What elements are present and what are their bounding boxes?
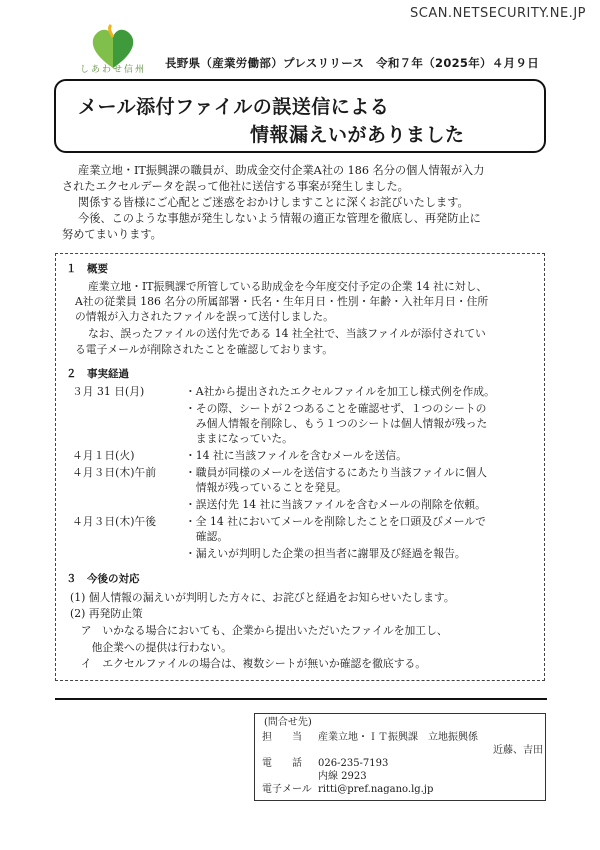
intro-line: 関係する皆様にご心配とご迷惑をおかけしますことに深くお詫びいたします。: [78, 196, 469, 209]
intro-line: されたエクセルデータを誤って他社に送信する事案が発生しました。: [62, 180, 409, 193]
contact-tanto-label: 担 当: [262, 732, 302, 743]
title-line-2: 情報漏えいがありました: [250, 124, 465, 146]
overview-line: なお、誤ったファイルの送付先である 14 社全社で、当該ファイルが添付されてい: [88, 327, 486, 340]
press-release-line: 長野県（産業労働部）プレスリリース 令和７年（2025年）４月９日: [165, 56, 540, 70]
timeline-text: ・14 社に当該ファイルを含むメールを送信。: [185, 449, 407, 462]
intro-line: 努めてまいります。: [62, 228, 162, 241]
response-line: 他企業への提供は行わない。: [70, 641, 232, 654]
timeline-date: ４月３日(木)午前: [72, 466, 157, 479]
timeline-text: 確認。: [185, 530, 229, 543]
timeline-text: ・誤送付先 14 社に当該ファイルを含むメールの削除を依頼。: [185, 498, 486, 511]
title-line-1: メール添付ファイルの誤送信による: [78, 96, 390, 118]
response-line: イ エクセルファイルの場合は、複数シートが無いか確認を徹底する。: [70, 657, 427, 670]
contact-mail-label: 電子メール: [262, 784, 312, 795]
intro-line: 産業立地・IT振興課の職員が、助成金交付企業A社の 186 名分の個人情報が入力: [78, 164, 485, 177]
timeline-text: み個人情報を削除し、もう１つのシートは個人情報が残った: [185, 417, 488, 430]
overview-line: 産業立地・IT振興課で所管している助成金を今年度交付予定の企業 14 社に対し、: [88, 280, 488, 293]
contact-extension: 内線 2923: [318, 771, 367, 782]
section-heading-overview: １ 概要: [66, 263, 108, 275]
timeline-text: ・職員が同様のメールを送信するにあたり当該ファイルに個人: [185, 466, 487, 479]
contact-label: (問合せ先): [264, 717, 312, 728]
divider: [55, 698, 547, 700]
section-heading-response: ３ 今後の対応: [66, 573, 140, 585]
contact-mail-link[interactable]: ritti@pref.nagano.lg.jp: [318, 784, 434, 795]
timeline-date: ４月１日(火): [72, 449, 135, 462]
intro-line: 今後、このような事態が発生しないよう情報の適正な管理を徹底し、再発防止に: [78, 212, 481, 225]
timeline-text: ・その際、シートが２つあることを確認せず、１つのシートの: [185, 402, 487, 415]
contact-tel-label: 電 話: [262, 758, 302, 769]
overview-line: る電子メールが削除されたことを確認しております。: [75, 343, 334, 356]
section-heading-timeline: ２ 事実経過: [66, 368, 129, 380]
timeline-date: ３月 31 日(月): [72, 385, 145, 398]
timeline-date: ４月３日(木)午後: [72, 515, 157, 528]
response-line: (1) 個人情報の漏えいが判明した方々に、お詫びと経過をお知らせいたします。: [70, 591, 455, 604]
timeline-text: 情報が残っていることを発見。: [185, 481, 347, 494]
overview-line: の情報が入力されたファイルを誤って送付しました。: [75, 310, 334, 323]
source-watermark: SCAN.NETSECURITY.NE.JP: [409, 6, 586, 21]
contact-tanto-value: 産業立地・ＩＴ振興課 立地振興係: [318, 732, 478, 743]
logo-caption: しあわせ信州: [80, 65, 147, 75]
timeline-text: ・漏えいが判明した企業の担当者に謝罪及び経過を報告。: [185, 547, 466, 560]
response-line: (2) 再発防止策: [70, 607, 143, 620]
response-line: ア いかなる場合においても、企業から提出いただいたファイルを加工し、: [70, 624, 448, 637]
timeline-text: ままになっていた。: [185, 432, 293, 445]
contact-tel-value: 026-235-7193: [318, 758, 389, 769]
contact-names: 近藤、吉田: [493, 745, 543, 756]
timeline-text: ・全 14 社においてメールを削除したことを口頭及びメールで: [185, 515, 486, 528]
timeline-text: ・A社から提出されたエクセルファイルを加工し様式例を作成。: [185, 385, 495, 398]
overview-line: A社の従業員 186 名分の所属部署・氏名・生年月日・性別・年齢・入社年月日・住所: [75, 295, 489, 308]
